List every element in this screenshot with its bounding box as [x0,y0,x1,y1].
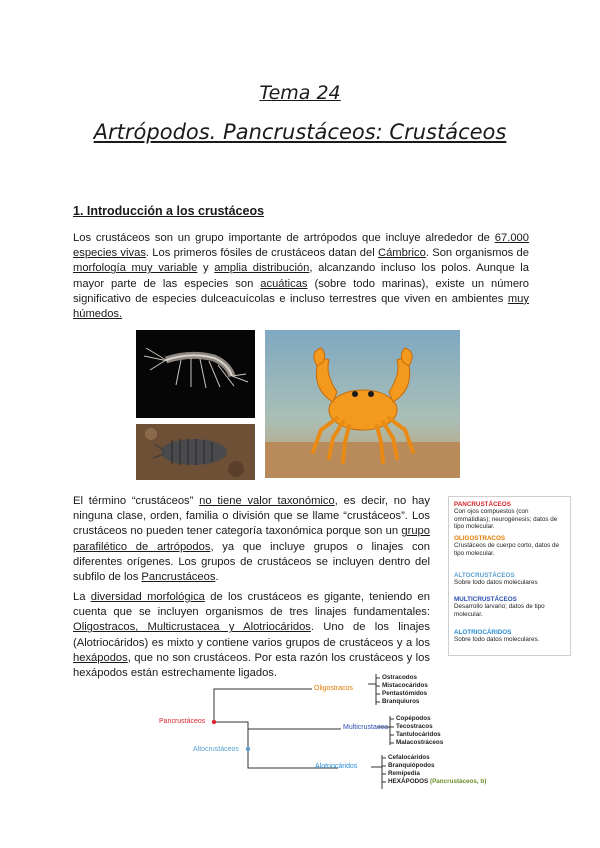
underlined-term: hexápodos [73,651,128,664]
amphipod-photo [136,330,255,418]
legend-description: Desarrollo larvario; datos de tipo molecular. [454,603,545,618]
tree-leaf-note: (Pancrustáceos, b) [430,778,487,785]
underlined-term: Pancrustáceos [141,571,216,584]
underlined-term: morfología muy variable [73,262,198,275]
orange-crab-photo [265,330,460,478]
legend-entry [454,629,565,644]
legend-description: Sobre todo datos moleculares. [454,636,540,644]
underlined-term: no tiene valor taxonómico [199,495,335,507]
tree-leaf: Pentastómidos [382,690,428,697]
legend-entry [454,535,565,557]
underlined-term: acuáticas [260,277,308,290]
tree-node-multicrustacea: Multicrustacea [343,724,389,731]
text-run: Los crustáceos son un grupo importante de artrópodos que incluye alrededor de [73,232,495,244]
tree-leaf: Malacostráceos [396,739,444,746]
phylogenetic-tree [150,670,590,820]
text-run: . Son organismos de [425,247,529,260]
text-run: . Los primeros fósiles de crustáceos datan del [145,247,378,260]
text-run: de los crustáceos es gigante, teniendo en cuenta que se incluyen organismos de tres linajes fundamentales: [73,591,430,619]
tree-leaf: Branquiópodos [388,762,435,769]
text-run: , que no son crustáceos. Por esta razón los crustáceos y los hexápodos están estrechamente ligados. [73,651,430,680]
diversity-paragraph [73,590,430,681]
document-title: Tema 24 [259,82,341,104]
intro-paragraph [73,231,529,322]
legend-entry [454,596,565,618]
tree-leaf: Ostracodos [382,674,417,681]
legend-description: Sobre todo datos moleculares [454,579,538,587]
underlined-term: amplia distribución [214,262,310,275]
legend-description: Con ojos compuestos (con ommatidias); neurogénesis; datos de tipo molecular. [454,508,558,530]
underlined-term: Cámbrico [377,247,426,260]
tree-leaf: Copépodos [396,715,431,722]
legend-title: ALTOCRUSTÁCEOS [454,572,515,579]
tree-leaf: Cefalocáridos [388,754,430,761]
tree-leaf: HEXÁPODOS [388,778,429,785]
underlined-term: Oligostracos, Multicrustacea y Alotriocáridos [73,621,311,634]
tree-node-oligostracos: Oligostracos [314,685,353,692]
tree-node-pancrustaceos: Pancrustáceos [159,718,206,725]
text-run: . [215,571,219,584]
tree-leaf: Branquiuros [382,698,420,705]
text-run: . Uno de los linajes (Alotriocáridos) es mixto y contiene varios grupos de crustáceos y a los [73,621,430,649]
text-run: , ya que incluye grupos o linajes con diferentes orígenes. Los grupos de crustáceos se incluyen dentro del subfilo de los [73,540,431,584]
underlined-term: 67.000 especies vivas [73,232,529,260]
underlined-term: grupo parafilético de artrópodos [73,525,430,553]
tree-leaf: Mistacocáridos [382,682,428,689]
tree-leaf: Tantulocáridos [396,731,441,738]
underlined-term: diversidad morfológica [90,591,205,603]
isopod-photo [136,424,255,480]
tree-node-altocrustaceos: Altocrustáceos [193,746,239,753]
underlined-term: muy húmedos. [73,292,529,321]
legend-title: PANCRUSTÁCEOS [454,501,511,508]
legend-title: OLIGOSTRACOS [454,535,506,542]
text-run: El término “crustáceos” [73,495,200,507]
taxonomy-paragraph [73,494,430,585]
text-run: , alcanzando incluso los polos. Aunque la mayor parte de las especies son [73,262,530,290]
tree-leaf: Tecostracos [396,723,433,730]
legend-entry [454,501,565,530]
section-heading: 1. Introducción a los crustáceos [73,204,265,218]
text-run: La [73,591,91,603]
text-run: y [197,262,215,275]
document-subtitle: Artrópodos. Pancrustáceos: Crustáceos [93,120,507,144]
legend-description: Crustáceos de cuerpo corto, datos de tipo molecular. [454,542,560,557]
legend-title: MULTICRUSTÁCEOS [454,596,517,603]
text-run: , es decir, no hay ninguna clase, orden, familia o división que se llame “crustáceos”. Los crustáceos no pueden tener categoría taxonómica porque son un [73,495,430,538]
legend-title: ALOTRIOCÁRIDOS [454,629,512,636]
tree-node-alotriocaridos: Alotriocáridos [315,763,358,770]
lineage-legend-box [448,496,571,656]
tree-leaf: Remípedia [388,770,420,777]
tree-branches [150,670,590,820]
legend-entry [454,572,565,587]
tree-leaf-hexapodos [388,779,486,786]
text-run: (sobre todo marinas), existe un número significativo de especies dulceacuícolas e incluso terrestres que viven en ambientes [73,277,529,305]
